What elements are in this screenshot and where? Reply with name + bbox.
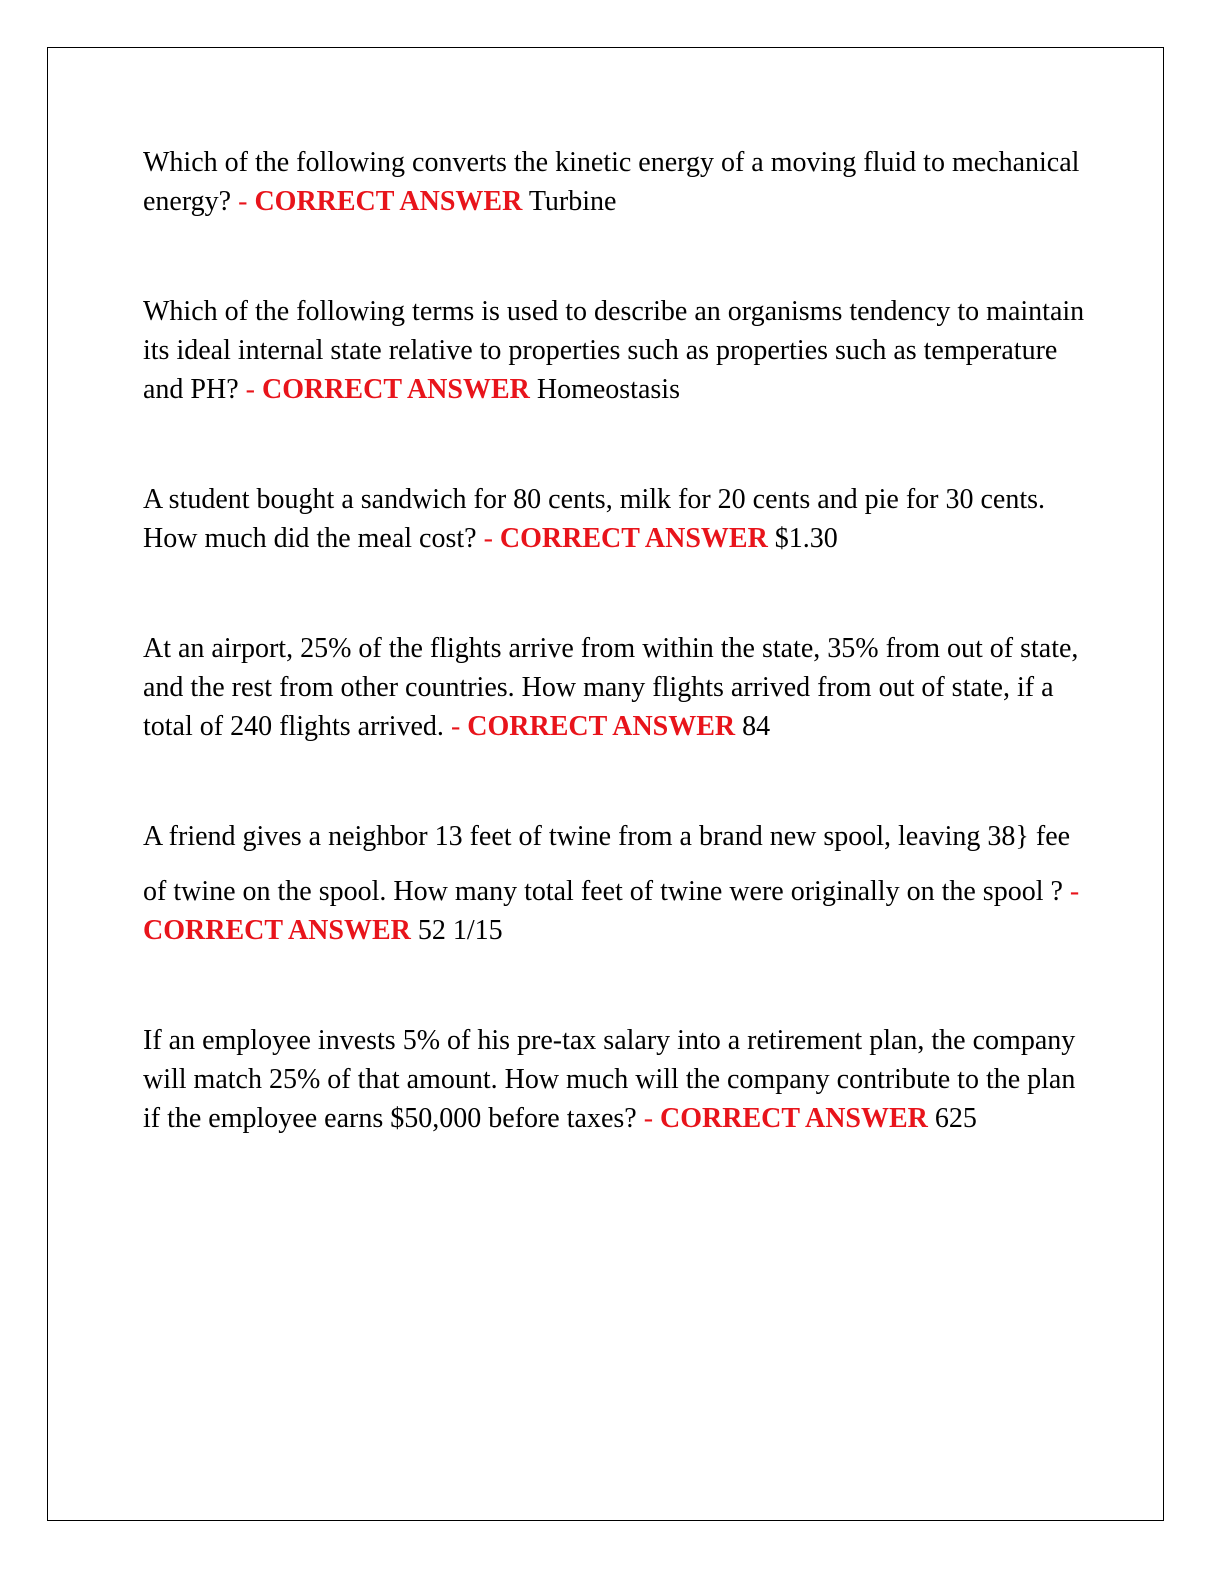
- separator: -: [231, 186, 255, 217]
- separator: -: [636, 1103, 661, 1134]
- correct-answer-label: CORRECT ANSWER: [254, 186, 523, 217]
- qa-item: [143, 480, 1093, 558]
- correct-answer-label: CORRECT ANSWER: [499, 523, 768, 554]
- qa-item: [143, 629, 1093, 746]
- question-text: Which of the following converts the kinetic energy of a moving fluid to mechanical energy?: [143, 147, 1080, 217]
- document-body: [143, 143, 1093, 1138]
- separator: -: [238, 374, 262, 405]
- qa-item: [143, 143, 1093, 221]
- question-text: At an airport, 25% of the flights arrive from within the state, 35% from out of state, and the rest from other countries. How many flights arrived from out of state, if a total of 240 flights arrived.: [143, 633, 1079, 742]
- qa-item: [143, 817, 1093, 950]
- question-text: Which of the following terms is used to describe an organisms tendency to maintain its ideal internal state relative to properties such as properties such as temperature and PH?: [143, 296, 1085, 405]
- answer-text: Turbine: [528, 186, 617, 217]
- separator: -: [1062, 876, 1080, 907]
- question-text: A student bought a sandwich for 80 cents, milk for 20 cents and pie for 30 cents. How much did the meal cost?: [143, 484, 1046, 554]
- answer-text: 84: [742, 711, 771, 742]
- answer-text: Homeostasis: [536, 374, 680, 405]
- answer-text: 625: [934, 1103, 977, 1134]
- correct-answer-label: CORRECT ANSWER: [143, 915, 411, 946]
- correct-answer-label: CORRECT ANSWER: [660, 1103, 928, 1134]
- answer-text: $1.30: [774, 523, 838, 554]
- correct-answer-label: CORRECT ANSWER: [467, 711, 736, 742]
- question-text-part1: A friend gives a neighbor 13 feet of twine from a brand new spool, leaving 38} fee: [143, 821, 1071, 852]
- correct-answer-label: CORRECT ANSWER: [261, 374, 530, 405]
- question-continuation: [143, 872, 1093, 950]
- question-text: of twine on the spool. How many total feet of twine were originally on the spool ?: [143, 876, 1063, 907]
- qa-item: [143, 292, 1093, 409]
- qa-item: [143, 1021, 1093, 1138]
- answer-text: 52 1/15: [417, 915, 503, 946]
- question-text: If an employee invests 5% of his pre-tax salary into a retirement plan, the company will match 25% of that amount. How much will the company contribute to the plan if the employee earns $50,000 before taxes?: [143, 1025, 1076, 1134]
- separator: -: [476, 523, 500, 554]
- separator: -: [443, 711, 468, 742]
